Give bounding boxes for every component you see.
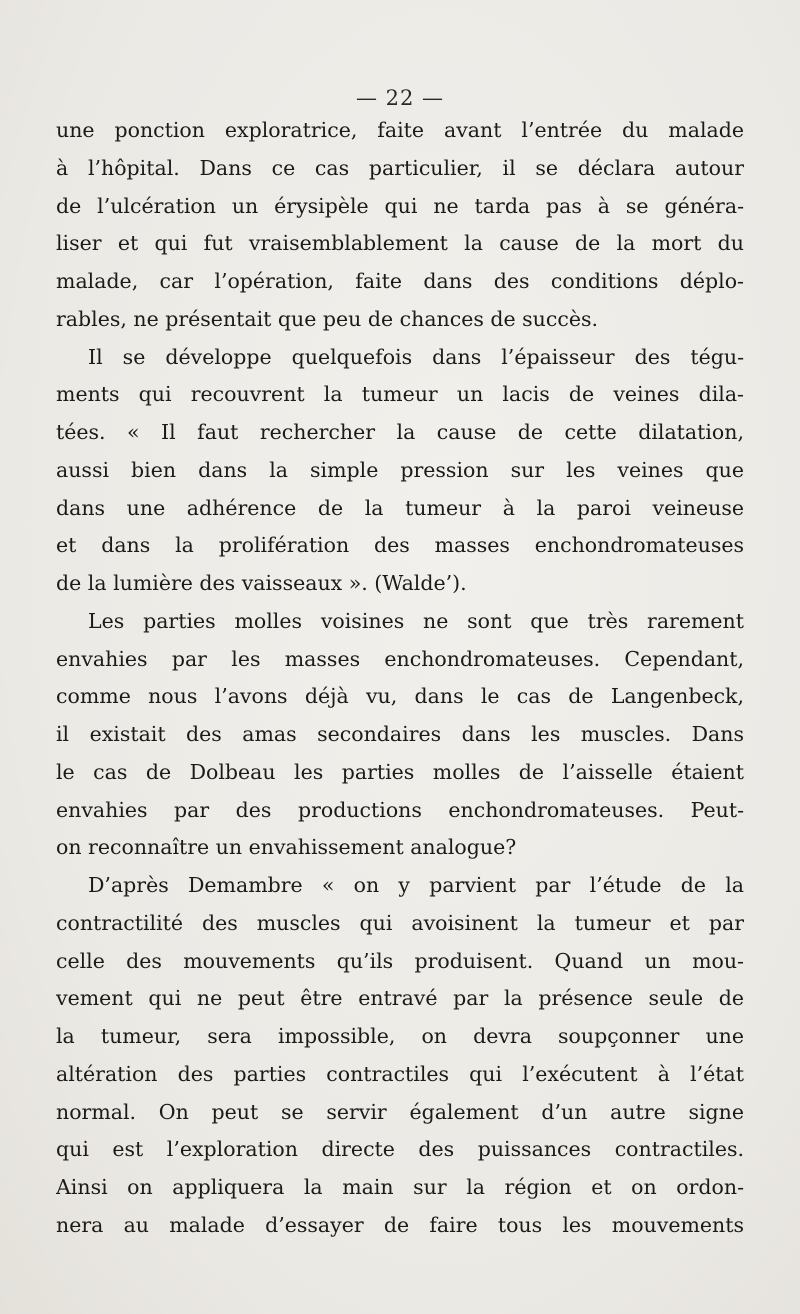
page-number: — 22 — xyxy=(355,86,445,110)
text-line: à l’hôpital. Dans ce cas particulier, il se déclara autour xyxy=(56,155,744,180)
text-line: tées. « Il faut rechercher la cause de cette dilatation, xyxy=(56,420,744,444)
text-line: de l’ulcération un érysipèle qui ne tarda pas à se généra- xyxy=(56,193,744,218)
text-line: altération des parties contractiles qui l’exécutent à l’état xyxy=(56,1061,744,1086)
text-line: de la lumière des vaisseaux ». (Walde’). xyxy=(56,571,467,595)
text-line: la tumeur, sera impossible, on devra soupçonner une xyxy=(56,1024,744,1048)
text-line: une ponction exploratrice, faite avant l’entrée du malade xyxy=(56,118,744,142)
text-line: Il se développe quelquefois dans l’épaisseur des tégu- xyxy=(88,344,744,369)
text-line: rables, ne présentait que peu de chances de succès. xyxy=(56,306,599,331)
text-line: liser et qui fut vraisemblablement la cause de la mort du xyxy=(56,231,744,256)
body-text xyxy=(56,112,744,1245)
text-line: celle des mouvements qu’ils produisent. Quand un mou- xyxy=(56,948,744,973)
text-line: on reconnaître un envahissement analogue? xyxy=(56,835,517,860)
text-line: vement qui ne peut être entravé par la présence seule de xyxy=(56,986,744,1011)
text-line: malade, car l’opération, faite dans des conditions déplo- xyxy=(56,269,744,293)
text-line: qui est l’exploration directe des puissances contractiles. xyxy=(56,1137,744,1162)
text-line: comme nous l’avons déjà vu, dans le cas de Langenbeck, xyxy=(56,684,744,709)
text-line: envahies par les masses enchondromateuses. Cependant, xyxy=(56,646,744,671)
text-line: Ainsi on appliquera la main sur la région et on ordon- xyxy=(56,1175,744,1199)
text-line: aussi bien dans la simple pression sur les veines que xyxy=(56,457,744,482)
text-line: dans une adhérence de la tumeur à la paroi veineuse xyxy=(56,495,744,520)
text-line: Les parties molles voisines ne sont que très rarement xyxy=(88,608,744,633)
text-line: le cas de Dolbeau les parties molles de l’aisselle étaient xyxy=(56,759,744,784)
text-line: et dans la prolifération des masses enchondromateuses xyxy=(56,533,744,558)
text-line: contractilité des muscles qui avoisinent la tumeur et par xyxy=(56,910,744,935)
text-line: normal. On peut se servir également d’un autre signe xyxy=(56,1099,744,1124)
text-line: ments qui recouvrent la tumeur un lacis de veines dila- xyxy=(56,382,744,407)
text-line: envahies par des productions enchondromateuses. Peut- xyxy=(56,797,744,822)
text-line: nera au malade d’essayer de faire tous les mouvements xyxy=(56,1212,744,1237)
text-line: il existait des amas secondaires dans les muscles. Dans xyxy=(56,722,744,746)
text-line: D’après Demambre « on y parvient par l’étude de la xyxy=(88,873,744,897)
